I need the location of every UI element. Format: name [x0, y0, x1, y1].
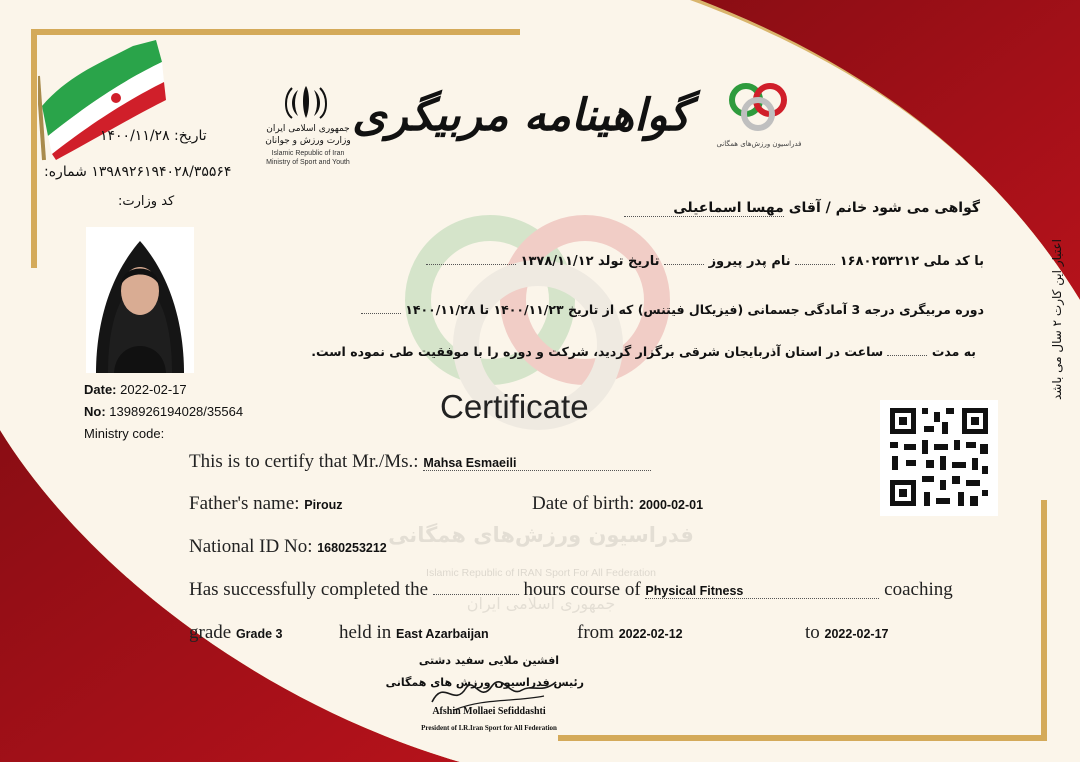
photo-date: Date: 2022-02-17 — [84, 382, 187, 397]
en-line-father: Father's name: Pirouz — [189, 493, 343, 514]
certificate-title-en: Certificate — [440, 388, 589, 425]
header-number-fa: ۱۳۹۸۹۲۶۱۹۴۰۲۸/۳۵۵۶۴ شماره: — [44, 164, 232, 180]
validity-side-note: اعتبار این کارت ۲ سال می باشد — [1050, 238, 1064, 400]
federation-logo-icon — [726, 74, 790, 136]
signer-title-en: President of I.R.Iran Sport for All Federation — [421, 724, 557, 732]
photo-ministry-code: Ministry code: — [84, 426, 165, 441]
ministry-en-2: Ministry of Sport and Youth — [266, 159, 350, 166]
en-line-from: from 2022-02-12 — [577, 622, 683, 643]
holder-photo — [86, 227, 194, 373]
en-line-held: held in East Azarbaijan — [339, 622, 489, 643]
en-line-1: This is to certify that Mr./Ms.: Mahsa Esmaeili — [189, 451, 651, 473]
en-line-completed: Has successfully completed the hours course of Physical Fitness coaching — [189, 579, 953, 600]
watermark-fa-2: جمهوری اسلامی ایران — [466, 594, 616, 613]
signer-name-en: Afshin Mollaei Sefiddashti — [432, 706, 546, 717]
fa-line-4: به مدت ساعت در استان آذربایجان شرقی برگزار گردید، شرکت و دوره را با موفقیت طی نموده است. — [311, 344, 976, 359]
ministry-sub-fa: وزارت ورزش و جوانان — [265, 136, 351, 146]
en-line-dob: Date of birth: 2000-02-01 — [532, 493, 704, 514]
en-line-grade: grade Grade 3 — [189, 622, 283, 643]
signer-title-fa: رئیس فدراسیون ورزش های همگانی — [385, 676, 584, 689]
certificate-title-fa: گواهینامه مربیگری — [352, 90, 690, 141]
fa-line-3: دوره مربیگری درجه 3 آمادگی جسمانی (فیزیکال فیتنس) که از تاریخ ۱۴۰۰/۱۱/۲۳ تا ۱۴۰۰/۱۱/۲۸ — [361, 302, 984, 317]
photo-number: No: 1398926194028/35564 — [84, 404, 244, 419]
en-line-nid: National ID No: 1680253212 — [189, 536, 387, 557]
fa-line-1: گواهی می شود خانم / آقای مهسا اسماعیلی — [624, 200, 980, 217]
ministry-en-1: Islamic Republic of Iran — [271, 150, 345, 157]
watermark-fa: فدراسیون ورزش‌های همگانی — [388, 523, 694, 547]
fa-line-2: با کد ملی ۱۶۸۰۲۵۳۲۱۲ نام پدر پیروز تاریخ تولد ۱۳۷۸/۱۱/۱۲ — [426, 254, 984, 269]
watermark-en: Islamic Republic of IRAN Sport For All Federation — [426, 567, 656, 579]
iran-emblem-icon — [284, 84, 328, 120]
federation-name-small: فدراسیون ورزش‌های همگانی — [716, 140, 802, 148]
qr-code — [880, 400, 998, 516]
header-ministry-code-fa: کد وزارت: — [118, 194, 175, 209]
signer-name-fa: افشین ملایی سفید دشتی — [418, 654, 560, 667]
header-date-fa: تاریخ: ۱۴۰۰/۱۱/۲۸ — [100, 128, 207, 144]
ministry-name-fa: جمهوری اسلامی ایران — [266, 124, 350, 134]
en-line-to: to 2022-02-17 — [805, 622, 889, 643]
